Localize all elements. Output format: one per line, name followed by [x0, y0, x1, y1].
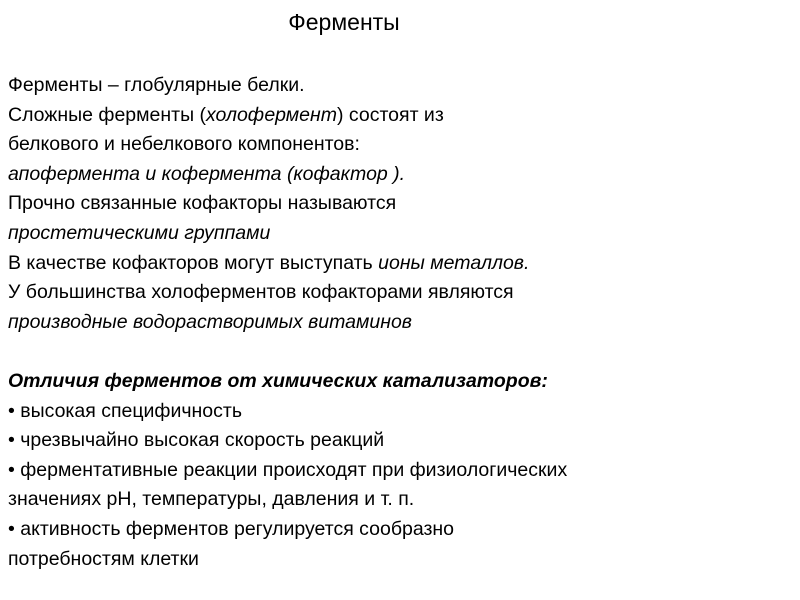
emphasis-term: холофермент — [206, 103, 337, 126]
emphasis-term: ионы металлов. — [378, 251, 530, 274]
text-fragment: Сложные ферменты ( — [8, 103, 207, 126]
list-item: • высокая специфичность — [8, 399, 242, 422]
emphasis-line: производные водорастворимых витаминов — [8, 310, 412, 333]
text-line: У большинства холоферментов кофакторами являются — [8, 281, 514, 304]
list-item: • чрезвычайно высокая скорость реакций — [8, 429, 385, 452]
emphasis-line: простетическими группами — [8, 221, 271, 244]
slide-body — [8, 71, 793, 574]
text-line — [8, 101, 793, 131]
list-item: • активность ферментов регулируется сообразно — [8, 517, 455, 540]
text-fragment: ) состоят из — [336, 103, 444, 126]
list-item: • ферментативные реакции происходят при физиологических — [8, 458, 568, 481]
text-line: Прочно связанные кофакторы называются — [8, 192, 397, 215]
slide-title: Ферменты — [288, 9, 400, 35]
emphasis-line: апофермента и кофермента (кофактор ). — [8, 162, 406, 185]
list-item-continuation: значениях рН, температуры, давления и т. п. — [8, 488, 415, 511]
section-heading: Отличия ферментов от химических катализаторов: — [8, 369, 548, 392]
spacer — [8, 337, 793, 367]
text-fragment: В качестве кофакторов могут выступать — [8, 251, 379, 274]
text-line: белкового и небелкового компонентов: — [8, 133, 360, 156]
list-item-continuation: потребностям клетки — [8, 547, 199, 570]
text-line — [8, 249, 793, 279]
text-line: Ферменты – глобулярные белки. — [8, 74, 305, 96]
